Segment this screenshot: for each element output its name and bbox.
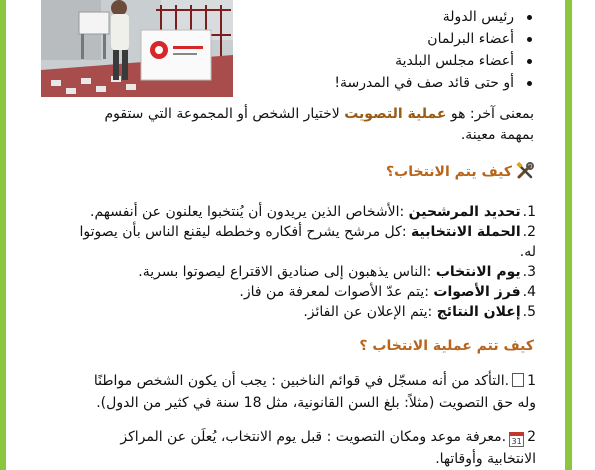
document-page <box>6 0 565 470</box>
section-heading-how-election <box>306 162 534 184</box>
tools-icon <box>516 162 534 184</box>
step-number: 1. <box>522 204 536 220</box>
item-text: .معرفة موعد ومكان التصويت : قبل يوم الانتخاب، يُعلَن عن المراكز الانتخابية وأوقاتها. <box>120 429 536 467</box>
election-steps-list <box>76 202 536 322</box>
section-heading-election-process: كيف تتم عملية الانتخاب ؟ <box>359 338 534 354</box>
list-item <box>76 222 536 262</box>
voting-photo <box>41 0 233 97</box>
step-text: :الأشخاص الذين يريدون أن يُنتخبوا يعلنون عن أنفسهم. <box>90 204 409 220</box>
calendar-icon: 31 <box>509 432 524 447</box>
item-number: 1 <box>527 373 536 389</box>
elected-roles-list <box>246 6 536 94</box>
step-number: 2. <box>522 224 536 240</box>
list-item: رئيس الدولة <box>246 6 536 28</box>
step-term: فرز الأصوات <box>433 284 521 300</box>
process-item-1 <box>86 370 536 414</box>
step-text: :يتم الإعلان عن الفائز. <box>303 304 437 320</box>
step-number: 3. <box>522 264 536 280</box>
list-item: أو حتى قائد صف في المدرسة! <box>246 72 536 94</box>
item-number: 2 <box>527 429 536 445</box>
step-term: إعلان النتائج <box>436 304 521 320</box>
list-item: أعضاء مجلس البلدية <box>246 50 536 72</box>
list-item <box>76 282 536 302</box>
step-term: تحديد المرشحين <box>408 204 521 220</box>
process-item-2 <box>86 426 536 470</box>
missing-glyph-icon <box>512 373 524 387</box>
step-number: 5. <box>522 304 536 320</box>
definition-suffix: لاختيار الشخص أو المجموعة التي ستقوم بمهمة معينة. <box>104 106 534 143</box>
step-text: :الناس يذهبون إلى صناديق الاقتراع ليصوتوا بسرية. <box>138 264 436 280</box>
step-text: :كل مرشح يشرح أفكاره وخططه ليقنع الناس بأن يصوتوا له. <box>79 224 536 260</box>
list-item <box>76 262 536 282</box>
definition-highlight: عملية التصويت <box>344 106 447 122</box>
page-border-right <box>565 0 572 470</box>
section-title: كيف يتم الانتخاب؟ <box>386 164 512 180</box>
step-term: يوم الانتخاب <box>435 264 521 280</box>
step-term: الحملة الانتخابية <box>411 224 521 240</box>
list-item <box>76 202 536 222</box>
list-item: أعضاء البرلمان <box>246 28 536 50</box>
definition-prefix: بمعنى آخر: هو <box>446 106 534 122</box>
step-text: :يتم عدّ الأصوات لمعرفة من فاز. <box>239 284 434 300</box>
definition-paragraph <box>76 104 534 146</box>
item-text: .التأكد من أنه مسجّل في قوائم الناخبين : يجب أن يكون الشخص مواطنًا وله حق التصويت (مثلاً: بلغ السن القانونية، مثل 18 سنة في كثير من الدول). <box>93 373 536 411</box>
list-item <box>76 302 536 322</box>
step-number: 4. <box>522 284 536 300</box>
